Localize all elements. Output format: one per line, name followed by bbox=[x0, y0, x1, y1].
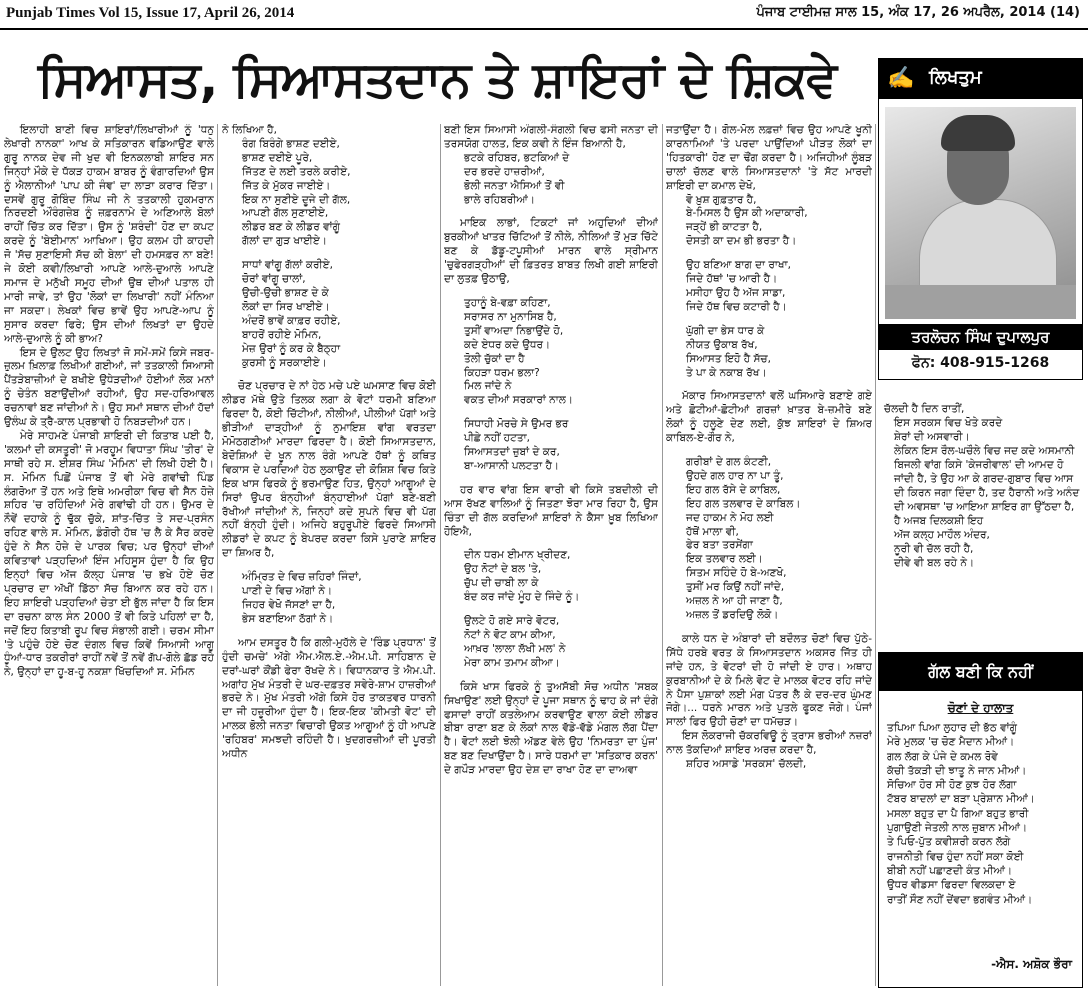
column-divider bbox=[875, 124, 876, 986]
verse-line: ਜਿਦੇ ਹੱਥਾਂ 'ਚ ਆਰੀ ਹੈ। bbox=[686, 273, 778, 286]
article-column-5 bbox=[884, 402, 1084, 570]
verse-line: ਕੱਚੀ ਤੱਕੜੀ ਦੀ ਝਾਤੂ ਨੇ ਜਾਨ ਮੀਆਂ। bbox=[887, 764, 1027, 777]
verse-line: ਵਕਤ ਦੀਆਂ ਸਰਕਾਰਾਂ ਨਾਲ। bbox=[464, 394, 573, 407]
verse-line: ਸਰਾਸਰ ਨਾ ਮੁਨਾਸਿਬ ਹੈ, bbox=[464, 310, 557, 323]
verse-line: ਚੱਲਦੀ ਹੈ ਦਿਨ ਰਾਤੀਂ, bbox=[884, 403, 965, 415]
paragraph: ਲੇਕਿਨ ਇਸ ਰੌਲ-ਘਚੌਲੇ ਵਿਚ ਜਦ ਕਦੇ ਅਸਮਾਨੀ ਬਿਜਲੀ ਵਾਂਗ ਕਿਸੇ 'ਕੇਜਰੀਵਾਲ' ਦੀ ਆਮਦ ਹੋ ਜਾਂਦੀ ਹੈ, ਤੇ ਉਹ ਆ ਕੇ ਗਰਦ-ਗੁਬਾਰ ਵਿਚ ਆਸ ਦੀ ਕਿਰਨ ਜਗਾ ਦਿੰਦਾ ਹੈ, ਤਦ ਹੈਰਾਨੀ ਅਤੇ ਅਨੰਦ ਦੀ ਅਵਸਥਾ 'ਚ ਆਇਆ ਸ਼ਾਇਰ ਗਾ ਉੱਠਦਾ ਹੈ, bbox=[894, 445, 1080, 513]
author-photo bbox=[885, 107, 1076, 319]
verse-line: ਤਪਿਆ ਪਿਆ ਲੁਹਾਰ ਦੀ ਭੱਠ ਵਾਂਗੂੰ bbox=[887, 722, 1017, 734]
paragraph: ਜਤਾਉਂਦਾ ਹੈ। ਗੋਲ-ਮੋਲ ਲਫ਼ਜ਼ਾਂ ਵਿਚ ਉਹ ਆਪਣੇ ਖੂਨੀ ਕਾਰਨਾਮਿਆਂ 'ਤੇ ਪਰਦਾ ਪਾਉਂਦਿਆਂ ਪੀੜਤ ਲੋਕਾਂ ਦਾ 'ਹਿਤਕਾਰੀ' ਹੋਣ ਦਾ ਢੌਂਗ ਕਰਦਾ ਹੈ। ਅਜਿਹੀਆਂ ਲੂੰਬੜ ਚਾਲਾਂ ਚੱਲਣ ਵਾਲੇ ਸਿਆਸਤਦਾਨਾਂ 'ਤੇ ਸੱਟ ਮਾਰਦੀ ਸ਼ਾਇਰੀ ਦਾ ਕਮਾਲ ਦੇਖੋ, bbox=[666, 124, 872, 192]
verse-line: ਦੀਨ ਧਰਮ ਈਮਾਨ ਖ੍ਰੀਦਣ, bbox=[464, 549, 571, 562]
author-profile-box bbox=[878, 58, 1083, 380]
verse-line: ਆਖ਼ਰ 'ਲਾਲਾ ਲੱਖੀ ਮਲ' ਨੇ bbox=[464, 642, 566, 655]
verse-line: ਗੱਲਾਂ ਦਾ ਗੁੜ ਖਾਈਏ। bbox=[242, 235, 327, 248]
verse-line: ਮਸੀਹਾ ਉਹ ਹੈ ਅੱਜ ਸਾਡਾ, bbox=[686, 286, 786, 299]
verse-line: ਤੇ ਪਿਓ-ਪੁੱਤ ਕਵੀਸ਼ਰੀ ਕਰਨ ਲੱਗੇ bbox=[887, 836, 1011, 849]
verse-line: ਮੇਜ਼ ਉਰਾਂ ਨੂੰ ਕਰ ਕੇ ਬੈਠ੍ਹਾ bbox=[242, 342, 341, 355]
verse-line: ਟੱਬਰ ਬਾਦਲਾਂ ਦਾ ਬੜਾ ਪ੍ਰੇਸ਼ਾਨ ਮੀਆਂ। bbox=[887, 793, 1035, 806]
verse-line: ਚੁੱਪ ਦੀ ਚਾਬੀ ਲਾ ਕੇ bbox=[464, 577, 539, 590]
paragraph: ਆਮ ਦਸਤੂਰ ਹੈ ਕਿ ਗਲੀ-ਮੁਹੱਲੇ ਦੇ 'ਰਿੰਡ ਪ੍ਰਧਾਨ' ਤੋਂ ਹੁੰਦੀ ਚਮਚੇ' ਅੱਗੇ ਐਮ.ਐਲ.ਏ.-ਐਮ.ਪੀ. ਸਾਹਿਬਾਨ ਦੇ ਦਰਾਂ-ਘਰਾਂ ਕੌਂਡੀ ਫੇਰਾ ਰੱਖਦੇ ਨੇ। ਵਿਧਾਨਕਾਰ ਤੇ ਐਮ.ਪੀ. ਅਗਾਂਹ ਮੁੱਖ ਮੰਤਰੀ ਦੇ ਘਰ-ਦਫ਼ਤਰ ਸਵੇਰੇ-ਸ਼ਾਮ ਹਾਜ਼ਰੀਆਂ ਭਰਦੇ ਨੇ। ਮੁੱਖ ਮੰਤਰੀ ਅੱਗੇ ਕਿਸੇ ਹੋਰ ਤਾਕਤਵਰ ਧਾਰਨੀ ਦਾ ਜੀ ਹਜ਼ੂਰੀਆ ਹੁੰਦਾ ਹੈ। ਇਕ-ਇਕ 'ਕੀਮਤੀ ਵੋਟ' ਦੀ ਮਾਲਕ ਭੋਲੀ ਜਨਤਾ ਵਿਚਾਰੀ ਉਕਤ ਆਗੂਆਂ ਨੂੰ ਹੀ ਆਪਣੇ 'ਰਹਿਬਰ' ਸਮਝਦੀ ਰਹਿੰਦੀ ਹੈ। ਖੁਦਗਰਜ਼ੀਆਂ ਦੀ ਪੂਰਤੀ ਅਧੀਨ bbox=[222, 636, 436, 761]
verse-line: ਪੀਛੇ ਨਹੀਂ ਹਟਤਾ, bbox=[464, 432, 530, 445]
paragraph: ਮੱਕਾਰ ਸਿਆਸਤਦਾਨਾਂ ਵਲੋਂ ਘਸਿਆਰੇ ਬਣਾਏ ਗਏ ਅਤੇ ਛੋਟੀਆਂ-ਛੋਟੀਆਂ ਗਰਜ਼ਾਂ ਖ਼ਾਤਰ ਬੇ-ਜ਼ਮੀਰੇ ਬਣੇ ਲੋਕਾਂ ਨੂੰ ਹਲੂਣੇ ਦੇਣ ਲਈ, ਕੁੱਝ ਸ਼ਾਇਰਾਂ ਦੇ ਸ਼ਿਅਰ ਕਾਬਿਲ-ਏ-ਗੌਰ ਨੇ, bbox=[666, 390, 872, 445]
poem-box-subtitle: ਚੋਣਾਂ ਦੇ ਹਾਲਾਤ bbox=[947, 701, 1014, 715]
verse-line: ਜੜ੍ਹੇਂ ਭੀ ਕਾਟਤਾ ਹੈ, bbox=[686, 221, 763, 234]
verse-line: ਇਕ ਨਾ ਸੁਣੀਏ ਦੂਜੇ ਦੀ ਗੱਲ, bbox=[242, 193, 351, 206]
article-headline: ਸਿਆਸਤ, ਸਿਆਸਤਦਾਨ ਤੇ ਸ਼ਾਇਰਾਂ ਦੇ ਸ਼ਿਕਵੇ bbox=[37, 51, 837, 108]
verse-line: ਗਰੀਬਾਂ ਦੇ ਗਲ ਕੰਟਣੀ, bbox=[686, 456, 772, 469]
verse-line: ਕੁਰਸੀ ਨੂੰ ਸਰਕਾਈਏ। bbox=[242, 356, 327, 369]
pen-icon: ✍ bbox=[887, 65, 915, 90]
verse-line: ਉਲਟੇ ਹੋ ਗਏ ਸਾਰੇ ਵੋਟਰ, bbox=[464, 615, 560, 628]
poem-box-title: ਗੱਲ ਬਣੀ ਕਿ ਨਹੀਂ bbox=[879, 653, 1082, 691]
verse-line: ਇਹ ਗਲ ਤਲਵਾਰ ਦੇ ਕਾਬਿਲ। bbox=[686, 497, 801, 510]
photo-desk bbox=[885, 285, 1076, 319]
verse-line: ਰਾਤੀਂ ਸੌਣ ਨਹੀਂ ਦੇਂਵਦਾ ਭਗਵੰਤ ਮੀਆਂ। bbox=[887, 893, 1033, 906]
paragraph: ਮੇਰੇ ਸਾਹਮਣੇ ਪੰਜਾਬੀ ਸ਼ਾਇਰੀ ਦੀ ਕਿਤਾਬ ਪਈ ਹੈ, 'ਕਲਮਾਂ ਦੀ ਕਸਤੂਰੀ' ਜੋ ਮਰਹੂਮ ਵਿਧਾਤਾ ਸਿੰਘ 'ਤੀਰ' ਦੇ ਸਾਥੀ ਰਹੇ ਸ. ਈਸ਼ਰ ਸਿੰਘ 'ਮੋਮਿਨ' ਦੀ ਲਿਖੀ ਹੋਈ ਹੈ। ਸ. ਮੋਮਿਨ ਪਿਛੋਂ ਪੰਜਾਬ ਤੋਂ ਵੀ ਮੇਰੇ ਗਵਾਂਢੀ ਪਿੰਡ ਲੰਗਰੋਆ ਤੋਂ ਹਨ ਅਤੇ ਇਥੇ ਅਮਰੀਕਾ ਵਿਚ ਵੀ ਸੈਨ ਹੋਜ਼ੇ ਸ਼ਹਿਰ 'ਚ ਰਹਿੰਦਿਆਂ ਮੇਰੇ ਗਵਾਂਢੀ ਹੀ ਹਨ। ਉਮਰ ਦੇ ਨੌਵੇਂ ਦਹਾਕੇ ਨੂੰ ਢੁੱਕ ਚੁੱਕੇ, ਸ਼ਾਂਤ-ਚਿੱਤ ਤੇ ਸਦ-ਪ੍ਰਸੰਨ ਰਹਿਣ ਵਾਲੇ ਸ. ਮੋਮਿਨ, ਡੰਗੋਰੀ ਹੱਥ 'ਚ ਲੈ ਕੇ ਸੈਰ ਕਰਦੇ ਹੁੰਦੇ ਨੇ ਸੈਨ ਹੋਜ਼ੇ ਦੇ ਪਾਰਕ ਵਿਚ; ਪਰ ਉਨ੍ਹਾਂ ਦੀਆਂ ਕਵਿਤਾਵਾਂ ਪੜ੍ਹਦਿਆਂ ਇੰਜ ਮਹਿਸੂਸ ਹੁੰਦਾ ਹੈ ਕਿ ਉਹ ਇਨ੍ਹਾਂ ਵਿਚ ਅੱਜ ਕੱਲ੍ਹ ਪੰਜਾਬ 'ਚ ਭਖੇ ਹੋਏ ਚੋਣ ਪ੍ਰਚਾਰ ਦਾ ਅੱਖੀਂ ਡਿੱਠਾ ਸੱਚ ਬਿਆਨ ਕਰ ਰਹੇ ਹਨ। ਇਹ ਸ਼ਾਇਰੀ ਪੜ੍ਹਦਿਆਂ ਚੇਤਾ ਈ ਭੁੱਲ ਜਾਂਦਾ ਹੈ ਕਿ ਇਸ ਦਾ ਰਚਨਾ ਕਾਲ ਸੰਨ 2000 ਤੋਂ ਵੀ ਕਿਤੇ ਪਹਿਲਾਂ ਦਾ ਹੈ, ਜਦੋਂ ਇਹ ਕਿਤਾਬੀ ਰੂਪ ਵਿਚ ਸੰਭਾਲੀ ਗਈ। ਚਰਮ ਸੀਮਾ 'ਤੇ ਪਹੁੰਚੇ ਹੋਏ ਚੋਣ ਦੰਗਲ ਵਿਚ ਕਿਵੇਂ ਸਿਆਸੀ ਆਗੂ ਧੂੰਆਂ-ਧਾਰ ਤਕਰੀਰਾਂ ਰਾਹੀਂ ਨਵੇਂ ਤੋਂ ਨਵੇਂ ਗੱਪ-ਗੋਲੇ ਛੱਡ ਰਹੇ ਨੇ, ਉਨ੍ਹਾਂ ਦਾ ਹੂ-ਬ-ਹੂ ਨਕਸ਼ਾ ਖਿੱਚਦਿਆਂ ਸ. ਮੋਮਿਨ bbox=[4, 429, 214, 679]
author-name: ਤਰਲੋਚਨ ਸਿੰਘ ਦੁਪਾਲਪੁਰ bbox=[879, 324, 1082, 350]
verse-line: ਆਪਣੀ ਗੱਲ ਸੁਣਾਈਏ, bbox=[242, 207, 329, 220]
poem-box bbox=[878, 652, 1083, 988]
article-column-4 bbox=[666, 124, 872, 986]
verse-line: ਦੋਸਤੀ ਕਾ ਦਮ ਭੀ ਭਰਤਾ ਹੈ। bbox=[686, 235, 797, 248]
paragraph: ਇਸ ਦੇ ਉਲਟ ਉਹ ਲਿਖਤਾਂ ਜੋ ਸਮੇਂ-ਸਮੇਂ ਕਿਸੇ ਜਬਰ-ਜ਼ੁਲਮ ਖ਼ਿਲਾਫ਼ ਲਿਖੀਆਂ ਗਈਆਂ, ਜਾਂ ਤਤਕਾਲੀ ਸਿਆਸੀ ਪੈਂਤੜੇਬਾਜ਼ੀਆਂ ਦੇ ਬਖੀਏ ਉਧੇੜਦੀਆਂ ਹੋਈਆਂ ਲੋਕ ਮਨਾਂ ਨੂੰ ਚੇਤੰਨ ਬਣਾਉਂਦੀਆਂ ਰਹੀਆਂ, ਉਹ ਸਦ-ਹਰਿਆਵਲ ਰਚਨਾਵਾਂ ਬਣ ਜਾਂਦੀਆਂ ਨੇ। ਉਹ ਸਮਾਂ ਸਥਾਨ ਦੀਆਂ ਹੱਦਾਂ ਉਲੰਘ ਕੇ ਤ੍ਰੈ-ਕਾਲ ਪ੍ਰਭਾਵੀ ਹੋ ਨਿਬੜਦੀਆਂ ਹਨ। bbox=[4, 346, 214, 429]
verse-line: ਬੰਦ ਕਰ ਜਾਂਦੇ ਮੂੰਹ ਦੇ ਜਿੰਦੇ ਨੂੰ। bbox=[464, 591, 580, 604]
verse-line: ਭਟਕੇ ਰਹਿਬਰ, ਭਟਕਿਆਂ ਦੇ bbox=[464, 151, 570, 164]
verse-line: ਕਦੇ ਏਧਰ ਕਦੇ ਉਧਰ। bbox=[464, 338, 551, 351]
paragraph: ਇਲਾਹੀ ਬਾਣੀ ਵਿਚ ਸ਼ਾਇਰਾਂ/ਲਿਖਾਰੀਆਂ ਨੂੰ 'ਧਨੁ ਲੇਖਾਰੀ ਨਾਨਕਾ' ਆਖ ਕੇ ਸਤਿਕਾਰਨ ਵਡਿਆਉਣ ਵਾਲੇ ਗੁਰੂ ਨਾਨਕ ਦੇਵ ਜੀ ਖੁਦ ਵੀ ਇਨਕਲਾਬੀ ਸ਼ਾਇਰ ਸਨ ਜਿਨ੍ਹਾਂ ਮੌਕੇ ਦੇ ਧੱਕੜ ਹਾਕਮ ਬਾਬਰ ਨੂੰ ਵੰਗਾਰਦਿਆਂ ਉਸ ਨੂੰ ਐਲਾਨੀਆਂ 'ਪਾਪ ਕੀ ਜੰਞ' ਦਾ ਲਾੜਾ ਕਰਾਰ ਦਿੱਤਾ। ਦਸਵੇਂ ਗੁਰੂ ਗੋਬਿੰਦ ਸਿੰਘ ਜੀ ਨੇ ਤਤਕਾਲੀ ਹੁਕਮਰਾਨ ਨਿਰਦਈ ਔਰੰਗਜ਼ੇਬ ਨੂੰ ਜ਼ਫ਼ਰਨਾਮੇ ਦੇ ਅਣਿਆਲੇ ਬੋਲਾਂ ਰਾਹੀਂ ਚਿੱਤ ਕਰ ਦਿੱਤਾ। ਉਸ ਨੂੰ 'ਸ਼ਰੰਦੀ' ਹੋਣ ਦਾ ਕਪਟ ਕਰਦੇ ਨੂੰ 'ਬੇਈਮਾਨ' ਆਖਿਆ। ਉਹ ਕਲਮ ਹੀ ਕਾਹਦੀ ਜੋ 'ਸੱਚ ਸੁਣਾਇਸੀ ਸੱਚ ਕੀ ਬੇਲਾ' ਦੀ ਹਮਸਫ਼ਰ ਨਾ ਬਣੇ! ਜੇ ਕੋਈ ਕਵੀ/ਲਿਖਾਰੀ ਆਪਣੇ ਆਲੇ-ਦੁਆਲੇ ਆਪਣੇ ਸਮਾਜ ਦੇ ਮਨੁੱਖੀ ਸਮੂਹ ਦੀਆਂ ਉਥ ਦੀਆਂ ਪਤਾਲ ਹੀ ਮਾਰੀ ਜਾਵੇ, ਤਾਂ ਉਹ 'ਲੋਕਾਂ ਦਾ ਲਿਖਾਰੀ' ਨਹੀਂ ਮੰਨਿਆ ਜਾ ਸਕਦਾ। ਲੇਖਕਾਂ ਵਿਚ ਭਾਵੇਂ ਉਹ ਆਪਣੇ-ਆਪ ਨੂੰ ਸੁਸਾਰ ਕਰਦਾ ਫਿਰੇ; ਉਸ ਦੀਆਂ ਲਿਖਤਾਂ ਦਾ ਉਹਦੇ ਆਲੇ-ਦੁਆਲੇ ਨੂੰ ਕੀ ਭਾਅ? bbox=[4, 124, 214, 345]
verse-line: ਮਿਲ ਜਾਂਦੇ ਨੇ bbox=[464, 380, 512, 393]
verse-line: ਤੁਸੀਂ ਵਾਅਦਾ ਨਿਭਾਉਂਦੇ ਹੋ, bbox=[464, 324, 564, 337]
verse-line: ਭੇਸ ਬਣਾਇਆ ਠੱਗਾਂ ਨੇ। bbox=[242, 612, 334, 625]
verse-line: ਅਜ਼ਲ ਤੋਂ ਡਰਦਿਉ ਲੋਕੋ। bbox=[686, 609, 779, 621]
paragraph: ਚੋਣ ਪ੍ਰਚਾਰ ਦੇ ਨਾਂ ਹੇਠ ਮਚੇ ਪਏ ਘਮਸਾਣ ਵਿਚ ਕੋਈ ਲੀਡਰ ਮੱਥੇ ਉਤੇ ਤਿਲਕ ਲਗਾ ਕੇ ਵੋਟਾਂ ਧਰਮੀ ਬਣਿਆ ਫਿਰਦਾ ਹੈ, ਕੋਈ ਚਿੱਟੀਆਂ, ਨੀਲੀਆਂ, ਪੀਲੀਆਂ ਪੱਗਾਂ ਅਤੇ ਭੀੜੀਆਂ ਦਾੜ੍ਹੀਆਂ ਨੂੰ ਨੁਮਾਇਸ਼ ਵਾਂਗ ਵਰਤਦਾ ਮੋਮੋਠਗਣੀਆਂ ਮਾਰਦਾ ਫਿਰਦਾ ਹੈ। ਕੋਈ ਸਿਆਸਤਦਾਨ, ਬੇਦੋਸ਼ਿਆਂ ਦੇ ਖੂਨ ਨਾਲ ਰੰਗੇ ਆਪਣੇ ਹੱਥਾਂ ਨੂੰ ਕਥਿਤ ਵਿਕਾਸ ਦੇ ਪਰਦਿਆਂ ਹੇਠ ਲੁਕਾਉਣ ਦੀ ਕੋਸ਼ਿਸ਼ ਵਿਚ ਕਿਤੇ ਇਕ ਖਾਸ ਫਿਰਕੇ ਨੂੰ ਭਰਮਾਉਣ ਹਿਤ, ਉਨ੍ਹਾਂ ਆਗੂਆਂ ਦੇ ਸਿਰਾਂ ਉਪਰ ਬੰਨ੍ਹੀਆਂ ਬੰਨ੍ਹਾਈਆਂ ਪੱਗਾਂ ਬਣੇ-ਬਣੀ ਰੱਖੀਆਂ ਜਾਂਦੀਆਂ ਨੇ, ਜਿਨ੍ਹਾਂ ਕਦੇ ਸੁਪਨੇ ਵਿਚ ਵੀ ਪੱਗ ਨਹੀਂ ਬੰਨ੍ਹੀ ਹੁੰਦੀ। ਅਜਿਹੇ ਬਹੁਰੂਪੀਏ ਫਿਰਦੇ ਸਿਆਸੀ ਲੀਡਰਾਂ ਦੇ ਕਪਟ ਨੂੰ ਬੇਪਰਦ ਕਰਦਾ ਕਿਸੇ ਪੁਰਾਣੇ ਸ਼ਾਇਰ ਦਾ ਸ਼ਿਅਰ ਹੈ, bbox=[222, 380, 436, 560]
paragraph: ਇਸ ਲੋਕਰਾਜੀ ਚੱਕਰਵਿਊ ਨੂੰ ਤ੍ਰਾਸ ਭਰੀਆਂ ਨਜ਼ਰਾਂ ਨਾਲ ਤੱਕਦਿਆਂ ਸ਼ਾਇਰ ਅਰਜ਼ ਕਰਦਾ ਹੈ, bbox=[666, 730, 872, 757]
verse-line: ਰਾਜਨੀਤੀ ਵਿਚ ਹੁੰਦਾ ਨਹੀਂ ਸਕਾ ਕੋਈ bbox=[887, 850, 1024, 863]
verse-line: ਅੱਜ ਕਲ੍ਹ ਮਾਹੌਲ ਅੰਦਰ, bbox=[894, 529, 990, 541]
masthead-bar bbox=[0, 0, 1088, 30]
verse-line: ਮੇਰੇ ਮੁਲਕ 'ਚ ਚੋਣ ਮੈਦਾਨ ਮੀਆਂ। bbox=[887, 736, 1015, 749]
verse-line: ਜਿੱਤਣ ਦੇ ਲਈ ਤਰਲੇ ਕਰੀਏ, bbox=[242, 165, 351, 178]
verse-line: ਮੇਰਾ ਕਾਮ ਤਮਾਮ ਕੀਆ। bbox=[464, 656, 560, 669]
poem-box-author: -ਐਸ. ਅਸ਼ੋਕ ਭੌਰਾ bbox=[991, 957, 1072, 971]
verse-line: ਬਾਹਰੋਂ ਰਹੀਏ ਮੋਮਿਨ, bbox=[242, 328, 322, 341]
masthead-english: Punjab Times Vol 15, Issue 17, April 26, 2014 bbox=[6, 5, 295, 21]
verse-line: ਹੈ ਅਜਬ ਦਿਲਕਸ਼ੀ ਇਹ bbox=[894, 515, 984, 527]
paragraph: ਬਣੀ ਇਸ ਸਿਆਸੀ ਅੰਗਲੀ-ਸੰਗਲੀ ਵਿਚ ਫਸੀ ਜਨਤਾ ਦੀ ਤਰਸਯੋਗ ਹਾਲਤ, ਇਕ ਕਵੀ ਨੇ ਇੰਜ ਬਿਆਨੀ ਹੈ, bbox=[444, 124, 658, 150]
verse-line: ਪੁਗਾਉਣੀ ਜੇਤਲੀ ਨਾਲ ਜ਼ੁਬਾਨ ਮੀਆਂ। bbox=[887, 822, 1028, 835]
verse-line: ਲੋਕਾਂ ਦਾ ਸਿਰ ਖਾਈਏ। bbox=[242, 300, 330, 313]
verse-line: ਸ਼ੇਰਾਂ ਦੀ ਅਸਵਾਰੀ। bbox=[894, 431, 970, 443]
author-profile-title: ਲਿਖਤੁਮ bbox=[929, 67, 982, 88]
article-column-2 bbox=[222, 124, 436, 986]
article-column-3 bbox=[444, 124, 658, 986]
column-divider bbox=[662, 124, 663, 986]
verse-line: ਸਿਧਾਹੀ ਮੋਰਚੇ ਸੇ ਉਮਰ ਭਰ bbox=[464, 418, 569, 431]
verse-line: ਜਿੱਤ ਕੇ ਮੁੱਕਰ ਜਾਈਏ। bbox=[242, 179, 331, 192]
verse-line: ਬੀਬੀ ਨਹੀਂ ਪਛਾਣਦੀ ਕੰਤ ਮੀਆਂ। bbox=[887, 864, 1013, 877]
verse-line: ਇਹ ਗਲ ਰੱਸੇ ਦੇ ਕਾਬਿਲ, bbox=[686, 483, 781, 496]
column-divider bbox=[217, 124, 218, 986]
verse-line: ਹੱਥੋਂ ਮਾਲਾ ਵੀ, bbox=[686, 525, 739, 538]
verse-line: ਸੋਚਿਆ ਹੋਰ ਸੀ ਹੋਣ ਕੁਝ ਹੋਰ ਲੱਗਾ bbox=[887, 779, 1017, 792]
verse-line: ਲੀਡਰ ਬਣ ਕੇ ਲੀਡਰ ਵਾਂਗੂੰ bbox=[242, 221, 340, 234]
verse-line: ਕਿਹੜਾ ਧਰਮ ਭਲਾ? bbox=[464, 366, 540, 379]
poem-box-body bbox=[887, 721, 1077, 907]
verse-line: ਸਾਧਾਂ ਵਾਂਗੂ ਗੱਲਾਂ ਕਰੀਏ, bbox=[242, 259, 333, 272]
verse-line: ਰੰਗ ਬਿਰੰਗੇ ਭਾਸ਼ਣ ਦਈਏ, bbox=[242, 137, 340, 150]
verse-line: ਗਲ ਲੱਗ ਕੇ ਪੰਜੇ ਦੇ ਕਮਲ ਰੋਵੇ bbox=[887, 750, 998, 763]
verse-line: ਭਾਸ਼ਣ ਦਈਏ ਪੂਰੇ, bbox=[242, 151, 313, 164]
verse-line: ਸਿਤਮ ਸਹਿੰਦੇ ਹੋ ਬੇ-ਅਣਖੋ, bbox=[686, 567, 787, 580]
article-column-1 bbox=[4, 124, 214, 986]
verse-line: ਘੁੱਗੀ ਦਾ ਭੇਸ ਧਾਰ ਕੇ bbox=[686, 324, 765, 337]
verse-line: ਨੀਯਤ ਉਕਾਬ ਰੱਖ, bbox=[686, 338, 758, 351]
verse-line: ਫੇਰ ਬਤਾ ਤਰਸੇਂਗਾ bbox=[686, 539, 753, 552]
verse-line: ਦੀਵੇ ਵੀ ਬਲ ਰਹੇ ਨੇ। bbox=[894, 557, 975, 569]
verse-line: ਜਿਦੇ ਹੱਥ ਵਿਚ ਕਟਾਰੀ ਹੈ। bbox=[686, 300, 787, 313]
verse-line: ਮਸਲਾ ਬਹੁਤ ਦਾ ਪੈ ਗਿਆ ਬਹੁਤ ਭਾਰੀ bbox=[887, 807, 1029, 820]
paragraph: ਹਰ ਵਾਰ ਵਾਂਗ ਇਸ ਵਾਰੀ ਵੀ ਕਿਸੇ ਤਬਦੀਲੀ ਦੀ ਆਸ ਰੱਖਣ ਵਾਲਿਆਂ ਨੂੰ ਜਿਤਣਾ ਝੋਰਾ ਮਾਰ ਰਿਹਾ ਹੈ, ਉਸ ਚਿੰਤਾ ਦੀ ਗੱਲ ਕਰਦਿਆਂ ਸ਼ਾਇਰਾਂ ਨੇ ਕੈਸਾ ਖ਼ੂਬ ਲਿਖਿਆ ਹੋਇਐ, bbox=[444, 483, 658, 538]
verse-line: ਅੰਦਰੋਂ ਭਾਵੇਂ ਕਾਫ਼ਰ ਰਹੀਏ, bbox=[242, 314, 341, 327]
verse-line: ਤੁਸੀਂ ਮਰ ਕਿਉਂ ਨਹੀਂ ਜਾਂਦੇ, bbox=[686, 581, 785, 594]
column-divider bbox=[440, 124, 441, 986]
verse-line: ਅੰਮ੍ਰਿਤ ਦੇ ਵਿਚ ਜ਼ਹਿਰਾਂ ਜਿੰਦਾਂ, bbox=[242, 571, 362, 584]
verse-line: ਉਹ ਬਣਿਆ ਬਾਗ ਦਾ ਰਾਖਾ, bbox=[686, 259, 791, 272]
verse-line: ਨੂਰੀ ਵੀ ਚੱਲ ਰਹੀ ਹੈ, bbox=[894, 543, 974, 555]
verse-line: ਅਜ਼ਲ ਨੇ ਆ ਹੀ ਜਾਣਾ ਹੈ, bbox=[686, 595, 783, 608]
verse-line: ਨੋਟਾਂ ਨੇ ਵੋਟ ਕਾਮ ਕੀਆ, bbox=[464, 629, 556, 641]
verse-line: ਉਧਰ ਵੀਡਸਾ ਫਿਰਦਾ ਵਿਲਕਦਾ ਏ bbox=[887, 879, 1016, 892]
verse-line: ਚੋਰਾਂ ਵਾਂਗੂ ਚਾਲਾਂ, bbox=[242, 273, 306, 286]
verse-line: ਬੇ-ਮਿਸਲ ਹੈ ਉਸ ਕੀ ਅਦਾਕਾਰੀ, bbox=[686, 207, 808, 220]
verse-line: ਉਹ ਨੋਟਾਂ ਦੇ ਬਲ 'ਤੇ, bbox=[464, 563, 542, 576]
verse-line: ਸਿਆਸਤ ਇਹੋ ਹੈ ਸੱਚ, bbox=[686, 352, 771, 365]
verse-line: ਇਕ ਤਲਵਾਰ ਲਈ। bbox=[686, 553, 763, 566]
verse-line: ਤੇ ਪਾ ਕੇ ਨਕਾਬ ਰੱਖ। bbox=[686, 366, 767, 379]
paragraph: ਕਿਸੇ ਖਾਸ ਫਿਰਕੇ ਨੂੰ ਤੁਅਸੱਬੀ ਸੋਚ ਅਧੀਨ 'ਸਬਕ ਸਿਖਾਉਣ' ਲਈ ਉਨ੍ਹਾਂ ਦੇ ਪੂਜਾ ਸਥਾਨ ਨੂੰ ਢਾਹ ਕੇ ਜਾਂ ਦੰਗੇ ਫਸਾਦਾਂ ਰਾਹੀਂ ਕਤਲੇਆਮ ਕਰਵਾਉਣ ਵਾਲਾ ਕੋਈ ਲੀਡਰ ਬੀਬਾ ਰਾਣਾ ਬਣ ਕੇ ਲੋਕਾਂ ਨਾਲ ਵੱਡੇ-ਵੱਡੇ ਮੰਗਲ ਲੱਗ ਪੈਂਦਾ ਹੈ। ਵੋਟਾਂ ਲਈ ਝੋਲੀ ਅੱਡਣ ਵੇਲੇ ਉਹ 'ਨਿਮਰਤਾ ਦਾ ਪੁੰਜ' ਬਣ ਬਣ ਦਿਖਾਉਂਦਾ ਹੈ। ਸਾਰੇ ਧਰਮਾਂ ਦਾ 'ਸਤਿਕਾਰ ਕਰਨ' ਦੇ ਗਪੌੜ ਮਾਰਦਾ ਉਹ ਦੇਸ਼ ਦਾ ਰਾਖਾ ਹੋਣ ਦਾ ਦਾਅਵਾ bbox=[444, 680, 658, 777]
verse-line: ਉਹਦੇ ਗਲ ਹਾਰ ਨਾ ਪਾ ਤੂੰ, bbox=[686, 469, 784, 482]
photo-figure-turban bbox=[941, 115, 1015, 151]
masthead-punjabi: ਪੰਜਾਬ ਟਾਈਮਜ਼ ਸਾਲ 15, ਅੰਕ 17, 26 ਅਪਰੈਲ, 2014 (14) bbox=[756, 5, 1080, 20]
verse-line: ਪਾਣੀ ਦੇ ਵਿਚ ਅੱਗਾਂ ਨੇ। bbox=[242, 585, 333, 598]
author-profile-header bbox=[879, 59, 1082, 99]
verse-line: ਉਚੀ-ਉਚੀ ਭਾਸ਼ਣ ਦੇ ਕੇ bbox=[242, 286, 329, 299]
verse-line: ਵੋ ਖ਼ੁਸ਼ ਗੁਫ਼ਤਾਰ ਹੈ, bbox=[686, 193, 757, 206]
paragraph: ਨੇ ਲਿਖਿਆ ਹੈ, bbox=[222, 124, 277, 136]
verse-line: ਜਦ ਹਾਕਮ ਨੇ ਮੋਹ ਲਈ bbox=[686, 511, 774, 524]
verse-line: ਦਰ ਭਰਦੇ ਹਾਜ਼ਰੀਆਂ, bbox=[464, 165, 545, 178]
verse-line: ਸ਼ਹਿਰ ਅਸਾਡੇ 'ਸਰਕਸ' ਚੱਲਦੀ, bbox=[686, 758, 807, 771]
verse-line: ਬਾ-ਆਸਾਨੀ ਪਲਟਤਾ ਹੈ। bbox=[464, 459, 560, 472]
verse-line: ਭੋਲੀ ਜਨਤਾ ਐਸਿਆਂ ਤੋਂ ਵੀ bbox=[464, 179, 565, 192]
author-phone: ਫੋਨ: 408-915-1268 bbox=[911, 355, 1050, 371]
verse-line: ਭਾਲੇ ਰਹਿਬਰੀਆਂ। bbox=[464, 193, 535, 206]
verse-line: ਤੁਹਾਨੂੰ ਬੇ-ਵਫ਼ਾ ਕਹਿਣਾ, bbox=[464, 296, 551, 309]
verse-line: ਤੋਲੀ ਚੁੱਕਾਂ ਦਾ ਹੈ bbox=[464, 352, 525, 365]
paragraph: ਕਾਲੇ ਧਨ ਦੇ ਅੰਬਾਰਾਂ ਦੀ ਬਦੌਲਤ ਚੋਣਾਂ ਵਿਚ ਪੁੱਠੇ-ਸਿੱਧੇ ਹਰਬੇ ਵਰਤ ਕੇ ਸਿਆਸਤਦਾਨ ਅਕਸਰ ਜਿੱਤ ਹੀ ਜਾਂਦੇ ਹਨ, ਤੇ ਵੋਟਰਾਂ ਦੀ ਹੋ ਜਾਂਦੀ ਏ ਹਾਰ। ਅਥਾਹ ਕੁਰਬਾਨੀਆਂ ਦੇ ਕੇ ਮਿਲੇ ਵੋਟ ਦੇ ਮਾਲਕ ਵੋਟਰ ਰਹਿ ਜਾਂਦੇ ਨੇ ਪੈਸਾ ਪੁਸ਼ਾਕਾਂ ਲਈ ਮੰਗ ਪੱਤਰ ਲੈ ਕੇ ਦਰ-ਦਰ ਘੁੰਮਣ ਜੋਗੇ।... ਧਰਨੇ ਮਾਰਨ ਅਤੇ ਪੁਤਲੇ ਫੂਕਣ ਜੋਗੇ। ਪੰਜਾਂ ਸਾਲਾਂ ਫਿਰ ਉਹੀ ਚੋਣਾਂ ਦਾ ਧਮੱਚੜ। bbox=[666, 632, 872, 729]
verse-line: ਜਿਹਰ ਵੇਖੋ ਜੱਸਣਾਂ ਦਾ ਹੈ, bbox=[242, 599, 336, 611]
verse-line: ਸਿਆਸਤਦਾਂ ਜ਼ੁਬਾਂ ਦੇ ਕਰ, bbox=[464, 446, 560, 459]
verse-line: ਇਸ ਸਰਕਸ ਵਿਚ ਖੋਤੇ ਕਰਦੇ bbox=[894, 417, 1003, 429]
paragraph: ਮਾਇਕ ਲਾਭਾਂ, ਟਿਕਟਾਂ ਜਾਂ ਅਹੁਦਿਆਂ ਦੀਆਂ ਬੁਰਕੀਆਂ ਖਾਤਰ ਚਿੱਟਿਆਂ ਤੋਂ ਨੀਲੇ, ਨੀਲਿਆਂ ਤੋਂ ਮੁੜ ਚਿੱਟੇ ਬਣ ਕੇ ਡੱਡੂ-ਟਪੂਸੀਆਂ ਮਾਰਨ ਵਾਲੇ ਸ੍ਰੀਮਾਨ 'ਚੁਫੇਰਗੜ੍ਹੀਆਂ' ਦੀ ਫ਼ਿਤਰਤ ਬਾਬਤ ਲਿਖੀ ਗਈ ਸ਼ਾਇਰੀ ਦਾ ਲੁਤਫ਼ ਉਠਾਉ, bbox=[444, 217, 658, 286]
